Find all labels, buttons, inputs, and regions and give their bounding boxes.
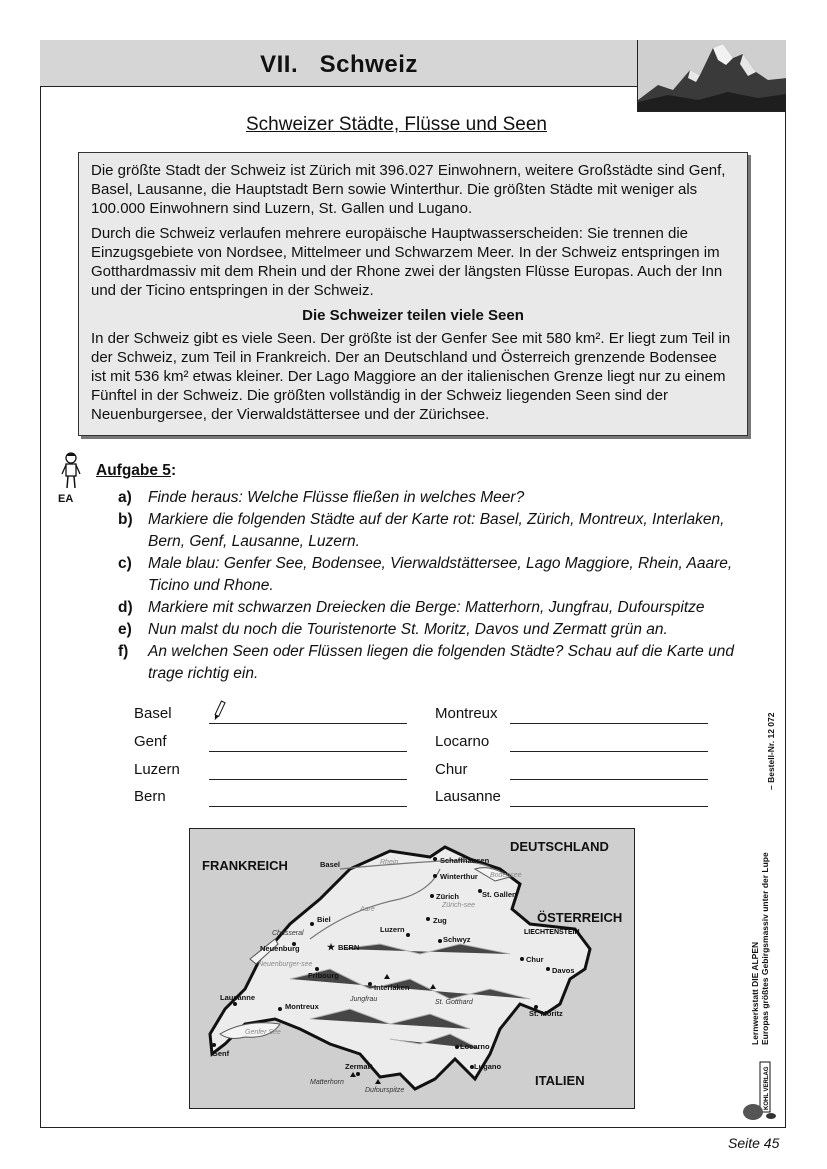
map-city-locarno: Locarno: [460, 1042, 490, 1051]
map-city-zuerich: Zürich: [436, 892, 459, 901]
answer-line-chur[interactable]: [510, 779, 708, 780]
fill-label-chur: Chur: [435, 761, 468, 778]
map-feature-dufourspitze: Dufourspitze: [365, 1087, 405, 1094]
chapter-number: VII.: [260, 51, 299, 78]
publisher-logo: [741, 1060, 781, 1122]
page-number: Seite 45: [728, 1135, 780, 1151]
task-key: a): [118, 489, 132, 506]
task-item: [112, 509, 762, 553]
map-city-lausanne: Lausanne: [220, 993, 256, 1002]
map-city-basel: Basel: [320, 860, 341, 869]
info-subheading: Die Schweizer teilen viele Seen: [302, 307, 524, 324]
task-text: Nun malst du noch die Touristenorte St. Moritz, Davos und Zermatt grün an.: [148, 621, 668, 638]
fill-label-genf: Genf: [134, 733, 167, 750]
map-label-frankreich: FRANKREICH: [202, 858, 288, 873]
series-subtitle: Europas größtes Gebirgsmassiv unter der Lupe: [760, 852, 770, 1045]
answer-line-bern[interactable]: [209, 806, 407, 807]
task-item: [112, 641, 762, 685]
task-item: [112, 619, 762, 641]
info-box: [78, 152, 748, 436]
switzerland-map: [189, 828, 635, 1109]
map-city-bern: BERN: [338, 943, 360, 952]
task-item: [112, 597, 762, 619]
map-feature-chasseral: Chasseral: [272, 930, 304, 937]
answer-line-luzern[interactable]: [209, 779, 407, 780]
task-text: Markiere mit schwarzen Dreiecken die Berge: Matterhorn, Jungfrau, Dufourspitze: [148, 599, 705, 616]
ea-label: EA: [58, 493, 74, 505]
map-feature-aare: Aare: [360, 906, 375, 913]
map-label-oesterreich: ÖSTERREICH: [537, 910, 623, 925]
fill-label-locarno: Locarno: [435, 733, 490, 750]
map-city-st-gallen: St. Gallen: [482, 890, 517, 899]
fill-label-luzern: Luzern: [134, 761, 180, 778]
map-city-fribourg: Fribourg: [308, 971, 339, 980]
task-title-colon: :: [170, 462, 177, 479]
map-label-liechtenstein: LIECHTENSTEIN: [524, 929, 580, 936]
answer-line-montreux[interactable]: [510, 723, 708, 724]
task-item: [112, 553, 762, 597]
pencil-icon: [212, 700, 226, 727]
map-feature-zuerichsee: Zürich-see: [442, 902, 476, 909]
fill-label-montreux: Montreux: [435, 705, 498, 722]
chapter-name: Schweiz: [319, 51, 418, 78]
map-feature-bodensee: Bodensee: [490, 872, 522, 879]
map-feature-rhein: Rhein: [380, 859, 399, 866]
task-key: d): [118, 599, 133, 616]
task-item: [112, 487, 762, 509]
map-city-winterthur: Winterthur: [440, 872, 478, 881]
star-icon: ★: [327, 942, 336, 952]
map-city-interlaken: Interlaken: [374, 983, 410, 992]
map-feature-genfer-see: Genfer See: [245, 1029, 281, 1036]
map-city-lugano: Lugano: [474, 1062, 502, 1071]
task-key: f): [118, 643, 129, 660]
map-city-biel: Biel: [317, 915, 331, 924]
map-feature-jungfrau: Jungfrau: [350, 996, 378, 1003]
task-text: An welchen Seen oder Flüssen liegen die folgenden Städte? Schau auf die Karte und trage richtig ein.: [148, 643, 734, 682]
map-city-st-moritz: St. Moritz: [529, 1009, 563, 1018]
answer-line-genf[interactable]: [209, 751, 407, 752]
task-list: [112, 487, 762, 685]
map-feature-matterhorn: Matterhorn: [310, 1079, 344, 1086]
map-city-genf: Genf: [212, 1049, 230, 1058]
task-title-text: Aufgabe 5: [96, 462, 171, 479]
map-city-chur: Chur: [526, 955, 544, 964]
task-text: Finde heraus: Welche Flüsse fließen in welches Meer?: [148, 489, 525, 506]
task-text: Markiere die folgenden Städte auf der Karte rot: Basel, Zürich, Montreux, Interlaken, Bern, Genf, Lausanne, Luzern.: [148, 511, 725, 550]
task-key: c): [118, 555, 132, 572]
map-city-schaffhausen: Schaffhausen: [440, 856, 490, 865]
task-key: e): [118, 621, 132, 638]
publisher-name: KOHL VERLAG: [764, 1066, 770, 1110]
info-paragraph-rivers: Durch die Schweiz verlaufen mehrere europäische Hauptwasserscheiden: Sie trennen die Einzugsgebiete von Nordsee, Mittelmeer und Schwarzem Meer. In der Schweiz entspringen im Gotthardmassiv mit dem Rhein und der Rhone zwei der längsten Flüsse Europas. Auch der Inn und der Ticino entspringen in der Schweiz.: [91, 225, 723, 299]
mountain-photo: [637, 40, 786, 112]
order-number: – Bestell-Nr. 12 072: [766, 712, 776, 790]
fill-label-bern: Bern: [134, 788, 166, 805]
series-title: Lernwerkstatt DIE ALPEN: [750, 941, 760, 1045]
info-paragraph-lakes: In der Schweiz gibt es viele Seen. Der größte ist der Genfer See mit 580 km². Er liegt zum Teil in der Schweiz, zum Teil in Frankreich. Der an Deutschland und Österreich grenzende Bodensee ist mit 536 km² etwas kleiner. Der Lago Maggiore an der italienischen Grenze liegt nur zu einem Fünftel in der Schweiz. Die größten vollständig in der Schweiz liegenden Seen sind der Neuenburgersee, der Vierwaldstättersee und der Zürichsee.: [91, 330, 731, 423]
answer-line-locarno[interactable]: [510, 751, 708, 752]
map-label-italien: ITALIEN: [535, 1073, 585, 1088]
task-key: b): [118, 511, 133, 528]
student-icon: [60, 452, 82, 490]
map-city-neuenburg: Neuenburg: [260, 944, 300, 953]
chapter-title: [40, 40, 638, 87]
section-title: Schweizer Städte, Flüsse und Seen: [246, 114, 548, 135]
map-feature-neuenburgersee: Neuenburger-see: [258, 961, 313, 968]
map-city-schwyz: Schwyz: [443, 935, 471, 944]
map-city-zug: Zug: [433, 916, 447, 925]
info-paragraph-cities: Die größte Stadt der Schweiz ist Zürich mit 396.027 Einwohnern, weitere Großstädte sind Genf, Basel, Lausanne, die Hauptstadt Bern sowie Winterthur. Die größten Städte mit weniger als 100.000 Einwohnern sind Luzern, St. Gallen und Lugano.: [91, 162, 726, 217]
map-feature-st-gotthard: St. Gotthard: [435, 999, 473, 1006]
map-city-luzern: Luzern: [380, 925, 405, 934]
map-city-zermatt: Zermatt: [345, 1062, 373, 1071]
answer-line-basel[interactable]: [209, 723, 407, 724]
map-label-deutschland: DEUTSCHLAND: [510, 839, 609, 854]
fill-label-basel: Basel: [134, 705, 172, 722]
answer-line-lausanne[interactable]: [510, 806, 708, 807]
map-city-davos: Davos: [552, 966, 575, 975]
task-text: Male blau: Genfer See, Bodensee, Vierwaldstättersee, Lago Maggiore, Rhein, Aaare, Ticino und Rhone.: [148, 555, 733, 594]
fill-label-lausanne: Lausanne: [435, 788, 501, 805]
task-title: [96, 462, 176, 480]
map-city-montreux: Montreux: [285, 1002, 319, 1011]
